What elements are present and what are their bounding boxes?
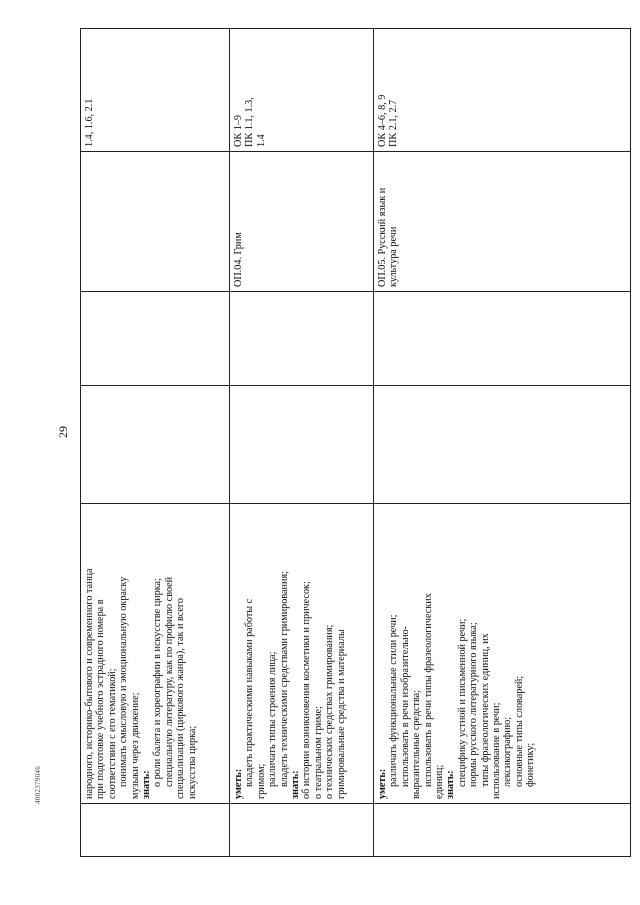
code-cell — [374, 804, 631, 857]
competencies-cell: 1.4, 1.6, 2.1 — [81, 29, 230, 152]
content-cell — [81, 504, 230, 804]
curriculum-table — [80, 28, 631, 857]
content-line: о технических средствах гримирования; — [324, 624, 336, 799]
section-heading: уметь: — [233, 768, 244, 799]
content-line: различать функциональные стили речи; — [388, 614, 400, 787]
content-line: использовать в речи изобразительно- — [399, 625, 411, 787]
section-heading: знать: — [445, 770, 457, 799]
content-line: владеть практическими навыками работы с — [244, 598, 256, 787]
table-row — [374, 29, 631, 857]
content-line: при подготовке учебного эстрадного номера в — [95, 599, 107, 799]
hours-cell — [81, 292, 230, 386]
content-line: фонетику; — [525, 742, 537, 787]
section-heading: знать: — [141, 770, 153, 799]
content-line: специальную литературу, как по профилю своей — [163, 576, 175, 787]
content-line: соответствии с его тематикой; — [106, 668, 118, 799]
content-line: специфику устной и письменной речи; — [456, 618, 468, 787]
content-line: об истории возникновения косметики и причесок; — [301, 581, 313, 799]
content-line: народного, историко-бытового и современного танца — [84, 568, 95, 799]
hours-cell — [374, 386, 631, 504]
content-line: о роли балета и хореографии в искусстве цирка; — [152, 578, 164, 787]
section-heading: знать: — [290, 770, 302, 799]
content-line: понимать смысловую и эмоциональную окраску — [118, 576, 130, 787]
content-cell — [374, 504, 631, 804]
content-line: нормы русского литературного языка; — [468, 622, 480, 787]
content-line: единиц; — [434, 764, 446, 799]
content-line: выразительные средства; — [411, 689, 423, 799]
competencies-cell: ОК 4–6, 8, 9 ПК 2.1, 2.7 — [374, 29, 631, 152]
content-line: искусства цирка; — [186, 725, 198, 799]
competencies-cell: ОК 1–9 ПК 1.1, 1.3, 1.4 — [230, 29, 374, 152]
hours-cell — [230, 292, 374, 386]
hours-cell — [230, 386, 374, 504]
content-cell — [230, 504, 374, 804]
rotated-table-wrapper — [80, 29, 630, 857]
footer-code: 4002379046 — [34, 766, 42, 804]
hours-cell — [81, 386, 230, 504]
content-line: владеть техническими средствами гримирования; — [278, 571, 290, 787]
page-number: 29 — [56, 426, 70, 438]
content-line: гримировальные средства и материалы — [335, 629, 347, 799]
content-line: о театральном гриме; — [312, 706, 324, 799]
content-line: музыки через движение; — [129, 692, 141, 799]
discipline-cell: ОП.04. Грим — [230, 152, 374, 292]
table-row — [230, 29, 374, 857]
hours-cell — [374, 292, 631, 386]
code-cell — [81, 804, 230, 857]
content-line: основные типы словарей; — [513, 675, 525, 787]
content-line: использовать в речи типы фразеологических — [422, 593, 434, 787]
content-line: лексикографию; — [502, 716, 514, 787]
table-row — [81, 29, 230, 857]
discipline-cell — [81, 152, 230, 292]
content-line: типы фразеологических единиц, их — [479, 633, 491, 787]
content-line: использование в речи; — [491, 702, 503, 799]
section-heading: уметь: — [377, 768, 388, 799]
discipline-cell: ОП.05. Русский язык и культура речи — [374, 152, 631, 292]
content-line: различать типы строения лица; — [267, 651, 279, 787]
code-cell — [230, 804, 374, 857]
content-line: специализации (циркового жанра), так и всего — [175, 598, 187, 799]
content-line: гримом; — [255, 763, 267, 799]
